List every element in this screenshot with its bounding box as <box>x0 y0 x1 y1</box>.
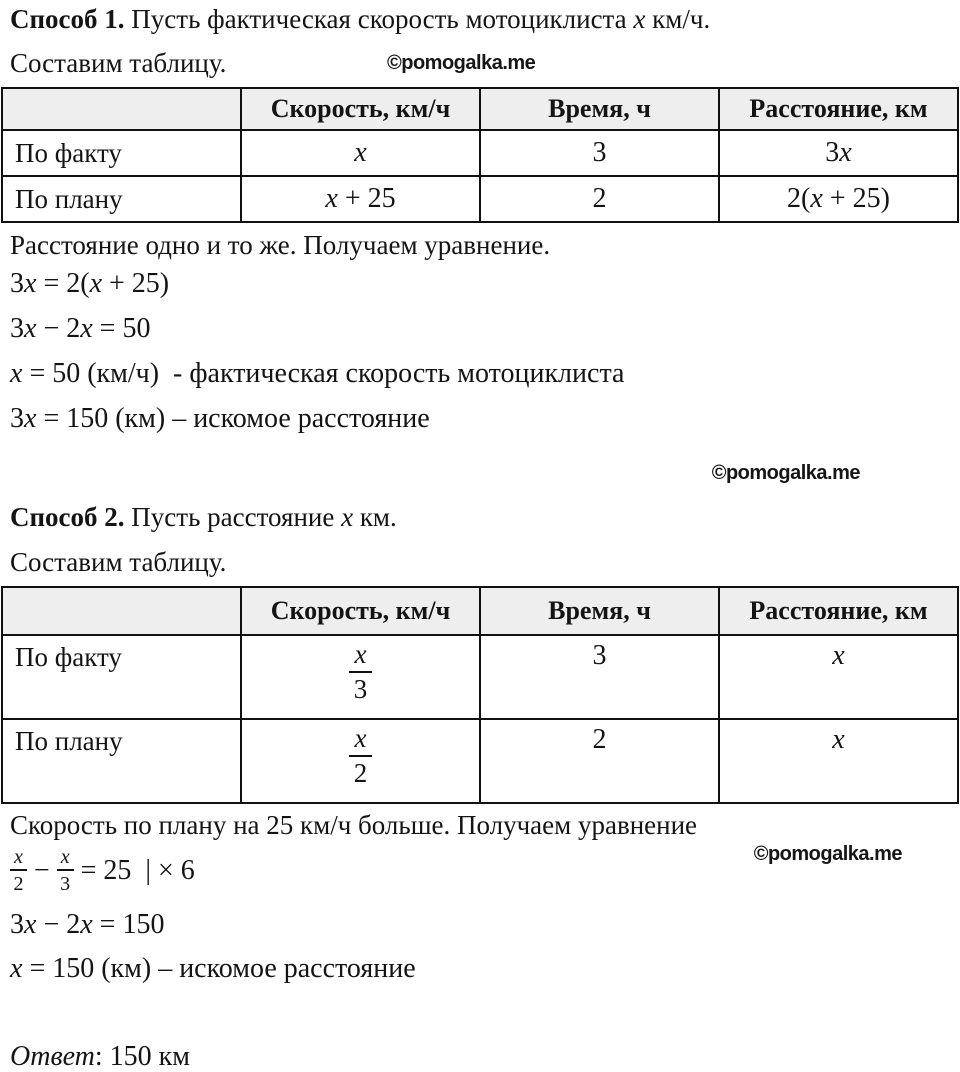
cell-time-value: 3 <box>592 137 607 168</box>
method2-make-table-line <box>0 547 960 577</box>
header-empty-cell <box>2 587 241 635</box>
cell-speed <box>241 130 480 176</box>
table-row-plan <box>2 176 958 222</box>
equation-line <box>0 351 960 396</box>
method2-table <box>1 586 959 804</box>
method1-table <box>1 87 959 223</box>
cell-distance-value: 3x <box>825 137 852 168</box>
watermark-line <box>0 455 960 484</box>
cell-speed <box>241 635 480 719</box>
cell-speed-value: x <box>354 137 367 168</box>
row-label: По плану <box>2 176 241 222</box>
row-label: По факту <box>2 635 241 719</box>
equation-line <box>0 261 960 306</box>
watermark-pomogalka: ©pomogalka.me <box>753 843 902 865</box>
equation: x = 150 (км) – искомое расстояние <box>10 953 416 984</box>
method2-title <box>0 501 960 533</box>
equation: 3x − 2x = 50 <box>10 312 151 344</box>
cell-distance-value: x <box>832 724 845 755</box>
equation-line <box>0 903 960 947</box>
watermark-pomogalka: ©pomogalka.me <box>387 52 536 74</box>
answer-line <box>0 1041 960 1072</box>
cell-speed-fraction <box>349 723 373 788</box>
fraction: $\frac{x}{3}$ <box>57 847 74 894</box>
header-distance: Расстояние, км <box>719 587 958 635</box>
fraction: $\frac{x}{2}$ <box>10 847 27 894</box>
equation-line-fractions <box>0 841 960 903</box>
method2-note <box>0 810 960 841</box>
table-row-fact <box>2 130 958 176</box>
cell-time <box>480 176 719 222</box>
equation: 3x − 2x = 150 <box>10 909 165 940</box>
cell-distance-value: x <box>832 640 845 671</box>
row-label: По факту <box>2 130 241 176</box>
equation: 3x = 150 (км) – искомое расстояние <box>10 402 430 434</box>
cell-speed <box>241 176 480 222</box>
header-speed: Скорость, км/ч <box>241 587 480 635</box>
cell-distance <box>719 635 958 719</box>
fraction: $\frac{x}{2}$ <box>349 724 373 787</box>
header-empty-cell <box>2 88 241 130</box>
row-label: По плану <box>2 719 241 803</box>
table-row-plan <box>2 719 958 803</box>
method2-title-text: Способ 2. Пусть расстояние x км. <box>10 502 397 532</box>
cell-time <box>480 635 719 719</box>
fraction: $\frac{x}{3}$ <box>349 640 373 703</box>
header-time: Время, ч <box>480 587 719 635</box>
method2-make-table-text: Составим таблицу. <box>10 547 227 577</box>
cell-time-value: 2 <box>592 724 607 755</box>
cell-distance <box>719 719 958 803</box>
cell-speed-value: x + 25 <box>325 183 396 214</box>
equation: x = 50 (км/ч) - фактическая скорость мотоциклиста <box>10 357 625 389</box>
cell-time-value: 3 <box>592 640 607 671</box>
cell-distance-value: 2(x + 25) <box>787 183 890 214</box>
cell-time <box>480 719 719 803</box>
method1-make-table-text: Составим таблицу. <box>10 48 227 78</box>
method1-title-text: Способ 1. Пусть фактическая скорость мотоциклиста x км/ч. <box>10 4 711 34</box>
equation-line <box>0 947 960 991</box>
method2-table-header-row <box>2 587 958 635</box>
equation-line <box>0 396 960 441</box>
method1-title <box>0 0 960 36</box>
method1-table-header-row <box>2 88 958 130</box>
table-row-fact <box>2 635 958 719</box>
cell-speed <box>241 719 480 803</box>
watermark-pomogalka: ©pomogalka.me <box>711 462 860 484</box>
method1-note-text: Расстояние одно и то же. Получаем уравнение. <box>10 230 551 260</box>
equation: $\frac{x}{2}$ − $\frac{x}{3}$ = 25 | × 6 <box>10 851 195 894</box>
equation-line <box>0 306 960 351</box>
method2-note-text: Скорость по плану на 25 км/ч больше. Получаем уравнение <box>10 810 698 840</box>
cell-distance <box>719 176 958 222</box>
cell-time <box>480 130 719 176</box>
header-distance: Расстояние, км <box>719 88 958 130</box>
method1-note <box>0 230 960 261</box>
method1-make-table-line <box>0 48 960 78</box>
header-speed: Скорость, км/ч <box>241 88 480 130</box>
cell-speed-fraction <box>349 639 373 704</box>
answer-text: Ответ: 150 км <box>10 1041 190 1072</box>
equation: 3x = 2(x + 25) <box>10 267 170 299</box>
header-time: Время, ч <box>480 88 719 130</box>
cell-time-value: 2 <box>592 183 607 214</box>
cell-distance <box>719 130 958 176</box>
